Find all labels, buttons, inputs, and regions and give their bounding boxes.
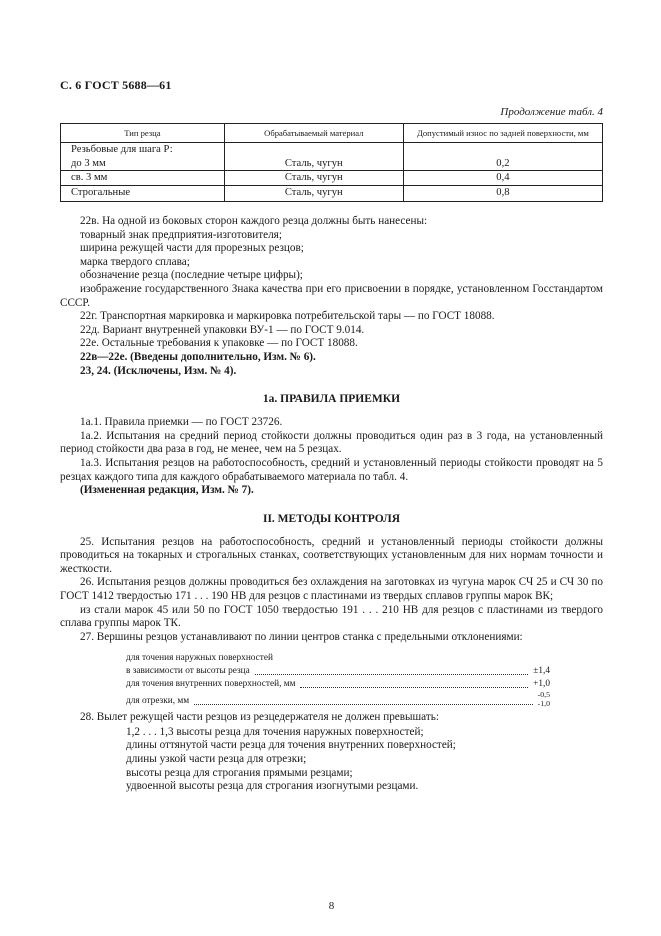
col-header-material: Обрабатываемый материал: [224, 124, 403, 143]
table-row: [61, 171, 603, 186]
tolerance-label: для точения внутренних поверхностей, мм: [126, 679, 296, 690]
table-continuation-note: Продолжение табл. 4: [500, 106, 603, 118]
tolerance-row: [126, 665, 550, 678]
cell-material: Сталь, чугун: [224, 185, 403, 202]
cell-wear: 0,4: [403, 171, 602, 186]
table-row: [61, 185, 603, 202]
paragraph-1a3: 1а.3. Испытания резцов на работоспособность, средний и установленный периоды стойкости проводят на 5 резцах каждого типа для каждого обрабатываемого материала по табл. 4.: [60, 456, 603, 483]
cell-wear: 0,2: [403, 157, 602, 171]
tolerance-value: +1,0: [533, 679, 550, 690]
tolerance-value-stacked: [538, 691, 550, 708]
amendment-note-22v-22e: 22в—22е. (Введены дополнительно, Изм. № 6).: [80, 350, 316, 363]
amendment-note-redaction: (Измененная редакция, Изм. № 7).: [80, 484, 254, 497]
tolerance-value-lower: -1,0: [537, 698, 550, 708]
projection-limits-list: [126, 726, 603, 794]
list-item: длины узкой части резца для отрезки;: [126, 753, 307, 766]
paragraph-22v: 22в. На одной из боковых сторон каждого резца должны быть нанесены:: [80, 215, 428, 227]
marking-item: марка твердого сплава;: [80, 255, 190, 268]
section-marking: [60, 215, 603, 378]
tolerance-row: [126, 678, 550, 691]
dot-leader: [194, 704, 533, 705]
paragraph-1a2: 1а.2. Испытания на средний период стойкости должны проводиться один раз в 3 года, на установленный период стойкости два раза в год, не менее, чем на 5 резцах.: [60, 429, 603, 456]
tolerance-row: [126, 652, 550, 665]
paragraph-22d: 22д. Вариант внутренней упаковки ВУ-1 — по ГОСТ 9.014.: [80, 323, 365, 336]
table-row: [61, 157, 603, 171]
tolerance-label: в зависимости от высоты резца: [126, 666, 250, 677]
cell-wear: 0,8: [403, 185, 602, 202]
list-item: высоты резца для строгания прямыми резцами;: [126, 766, 353, 779]
doc-header: С. 6 ГОСТ 5688—61: [60, 78, 172, 92]
wear-limits-table: [60, 123, 603, 202]
paragraph-1a1: 1а.1. Правила приемки — по ГОСТ 23726.: [80, 416, 283, 429]
tolerance-value: ±1,4: [533, 666, 550, 677]
col-header-cutter-type: Тип резца: [61, 124, 225, 143]
list-item: 1,2 . . . 1,3 высоты резца для точения наружных поверхностей;: [126, 725, 424, 738]
marking-item: товарный знак предприятия-изготовителя;: [80, 228, 282, 241]
cell-material: Сталь, чугун: [224, 171, 403, 186]
list-item: удвоенной высоты резца для строгания изогнутыми резцами.: [126, 780, 419, 793]
section-heading-control: II. МЕТОДЫ КОНТРОЛЯ: [262, 512, 400, 525]
tolerance-block: [126, 652, 550, 708]
cell-cutter-type: св. 3 мм: [61, 171, 225, 186]
cell-cutter-type: до 3 мм: [61, 157, 225, 171]
tolerance-label: для точения наружных поверхностей: [126, 653, 273, 664]
cell-material: Сталь, чугун: [224, 157, 403, 171]
cell-cutter-type: Строгальные: [71, 186, 131, 198]
paragraph-26b: из стали марок 45 или 50 по ГОСТ 1050 твердостью 191 . . . 210 НВ для резцов с пластинами из твердого сплава группы марок ТК.: [60, 603, 603, 630]
tolerance-label: для отрезки, мм: [126, 696, 190, 707]
table-row: [61, 143, 603, 157]
col-header-wear-limit: Допустимый износ по задней поверхности, мм: [403, 124, 602, 143]
section-heading-acceptance: 1а. ПРАВИЛА ПРИЕМКИ: [262, 393, 401, 406]
marking-item: обозначение резца (последние четыре цифры);: [80, 269, 303, 282]
paragraph-26a: 26. Испытания резцов должны проводиться без охлаждения на заготовках из чугуна марок СЧ 25 и СЧ 30 по ГОСТ 1412 твердостью 171 . . . 190 НВ для резцов с пластинами из твердых сплавов группы марок ВК;: [60, 576, 603, 603]
tolerance-row: [126, 691, 550, 708]
tolerance-value-upper: -0,5: [537, 690, 550, 700]
cell-cutter-type: Резьбовые для шага Р:: [71, 144, 173, 155]
paragraph-22e: 22е. Остальные требования к упаковке — по ГОСТ 18088.: [80, 337, 358, 350]
paragraph-quality-mark: изображение государственного Знака качества при его присвоении в порядке, установленном Госстандартом СССР.: [60, 282, 603, 309]
dot-leader: [255, 674, 529, 675]
table-header-row: [61, 124, 603, 143]
cell-wear: [403, 143, 602, 157]
cell-material: [224, 143, 403, 157]
paragraph-25: 25. Испытания резцов на работоспособность, средний и установленный периоды стойкости должны проводиться на токарных и строгальных станках, соответствующих установленным для них нормам точности и жесткости.: [60, 535, 603, 575]
amendment-note-23-24: 23, 24. (Исключены, Изм. № 4).: [80, 364, 237, 377]
list-item: длины оттянутой части резца для точения внутренних поверхностей;: [126, 739, 456, 752]
marking-item: ширина режущей части для прорезных резцов;: [80, 242, 304, 255]
paragraph-27: 27. Вершины резцов устанавливают по линии центров станка с предельными отклонениями:: [80, 630, 523, 643]
paragraph-28: 28. Вылет режущей части резцов из резцедержателя не должен превышать:: [80, 711, 439, 724]
page-number: 8: [328, 900, 335, 912]
dot-leader: [300, 687, 528, 688]
paragraph-22g: 22г. Транспортная маркировка и маркировка потребительской тары — по ГОСТ 18088.: [80, 310, 495, 323]
